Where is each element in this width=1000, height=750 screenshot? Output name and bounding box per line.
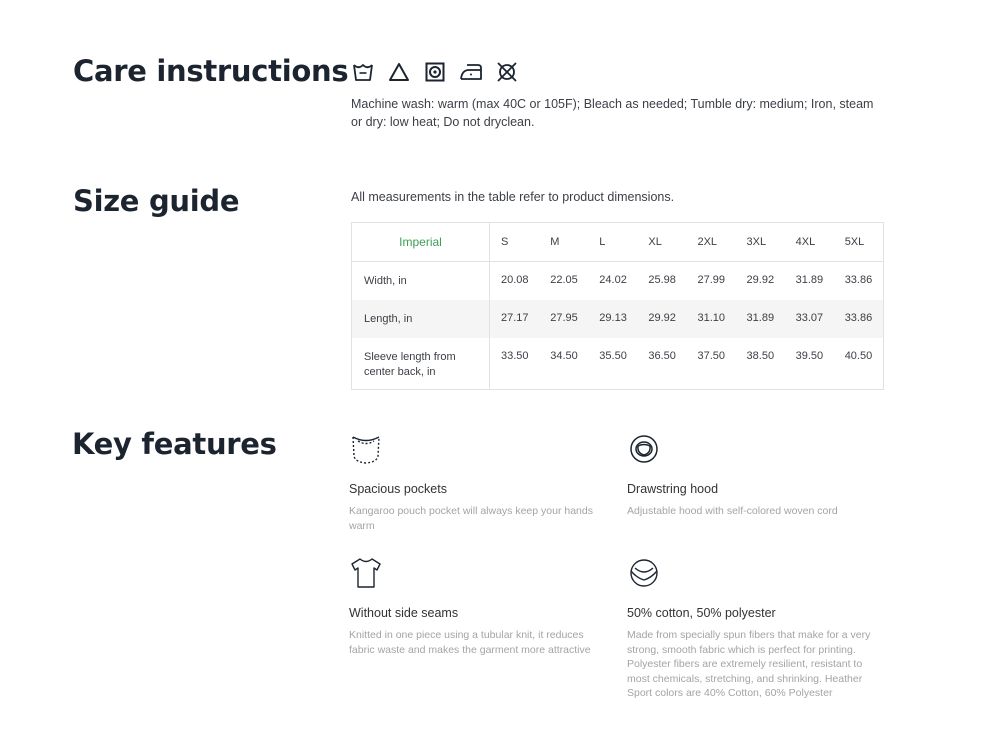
- size-header: 3XL: [736, 223, 785, 262]
- table-cell: 27.95: [550, 311, 578, 324]
- table-cell: 40.50: [844, 349, 873, 362]
- hood-icon: [627, 432, 867, 466]
- table-cell: 29.92: [648, 311, 676, 324]
- iron-icon: [459, 60, 483, 84]
- table-cell: 25.98: [648, 274, 676, 286]
- wash-tub-icon: [351, 60, 375, 84]
- pocket-icon: [349, 432, 599, 466]
- row-label: Length, in: [352, 300, 490, 338]
- table-row: [352, 262, 884, 300]
- table-cell: 27.17: [501, 311, 529, 324]
- table-cell: 33.07: [795, 311, 824, 324]
- tshirt-icon: [349, 556, 594, 590]
- table-cell: 31.10: [697, 311, 725, 324]
- size-table: [351, 222, 884, 390]
- size-header: XL: [637, 223, 686, 262]
- table-cell: 31.89: [795, 274, 824, 286]
- unit-tab-imperial[interactable]: Imperial: [352, 223, 490, 262]
- table-cell: 24.02: [599, 274, 627, 286]
- feature-description: Knitted in one piece using a tubular knit, it reduces fabric waste and makes the garment more attractive: [349, 629, 591, 656]
- table-cell: 33.50: [501, 349, 529, 362]
- table-cell: 39.50: [795, 349, 824, 362]
- care-instructions-title: Care instructions: [73, 54, 349, 88]
- feature-cotton-polyester: [627, 556, 872, 701]
- no-dryclean-icon: [495, 60, 519, 84]
- table-cell: 29.13: [599, 311, 627, 324]
- table-cell: 22.05: [550, 274, 578, 286]
- feature-description: Made from specially spun fibers that make for a very strong, smooth fabric which is perfect for printing. Polyester fibers are extremely resilient, resistant to most chemicals, stretching, and shrinking. Heather Sport colors are 40% Cotton, 60% Polyester: [627, 629, 871, 699]
- table-cell: 31.89: [746, 311, 775, 324]
- table-cell: 35.50: [599, 349, 627, 362]
- bleach-triangle-icon: [387, 60, 411, 84]
- table-cell: 36.50: [648, 349, 676, 362]
- table-cell: 20.08: [501, 274, 529, 286]
- table-cell: 27.99: [697, 274, 725, 286]
- size-guide-intro: All measurements in the table refer to product dimensions.: [351, 190, 675, 204]
- feature-title: Drawstring hood: [627, 482, 719, 496]
- size-header: 4XL: [785, 223, 834, 262]
- size-header: L: [588, 223, 637, 262]
- tumble-dry-icon: [423, 60, 447, 84]
- size-header: M: [539, 223, 588, 262]
- feature-drawstring-hood: [627, 432, 867, 519]
- table-cell: 33.86: [844, 311, 873, 324]
- key-features-title: Key features: [72, 427, 277, 461]
- row-label: Sleeve length from center back, in: [352, 338, 490, 390]
- care-icons: [351, 60, 519, 84]
- table-cell: 29.92: [746, 274, 775, 286]
- table-row: [352, 338, 884, 390]
- feature-spacious-pockets: [349, 432, 599, 533]
- feature-without-side-seams: [349, 556, 594, 657]
- feature-title: 50% cotton, 50% polyester: [627, 606, 776, 620]
- feature-description: Adjustable hood with self-colored woven cord: [627, 505, 838, 517]
- size-header: 5XL: [834, 223, 884, 262]
- table-cell: 38.50: [746, 349, 775, 362]
- feature-title: Spacious pockets: [349, 482, 447, 496]
- size-table-header-row: [352, 223, 884, 262]
- size-header: 2XL: [686, 223, 735, 262]
- size-guide-title: Size guide: [73, 184, 240, 218]
- row-label: Width, in: [352, 262, 490, 300]
- feature-title: Without side seams: [349, 606, 459, 620]
- fabric-icon: [627, 556, 872, 590]
- table-cell: 37.50: [697, 349, 725, 362]
- table-cell: 33.86: [844, 274, 873, 286]
- care-description: Machine wash: warm (max 40C or 105F); Bleach as needed; Tumble dry: medium; Iron, steam or dry: low heat; Do not dryclean.: [351, 97, 874, 129]
- size-header: S: [490, 223, 540, 262]
- table-row: [352, 300, 884, 338]
- feature-description: Kangaroo pouch pocket will always keep your hands warm: [349, 505, 593, 532]
- table-cell: 34.50: [550, 349, 578, 362]
